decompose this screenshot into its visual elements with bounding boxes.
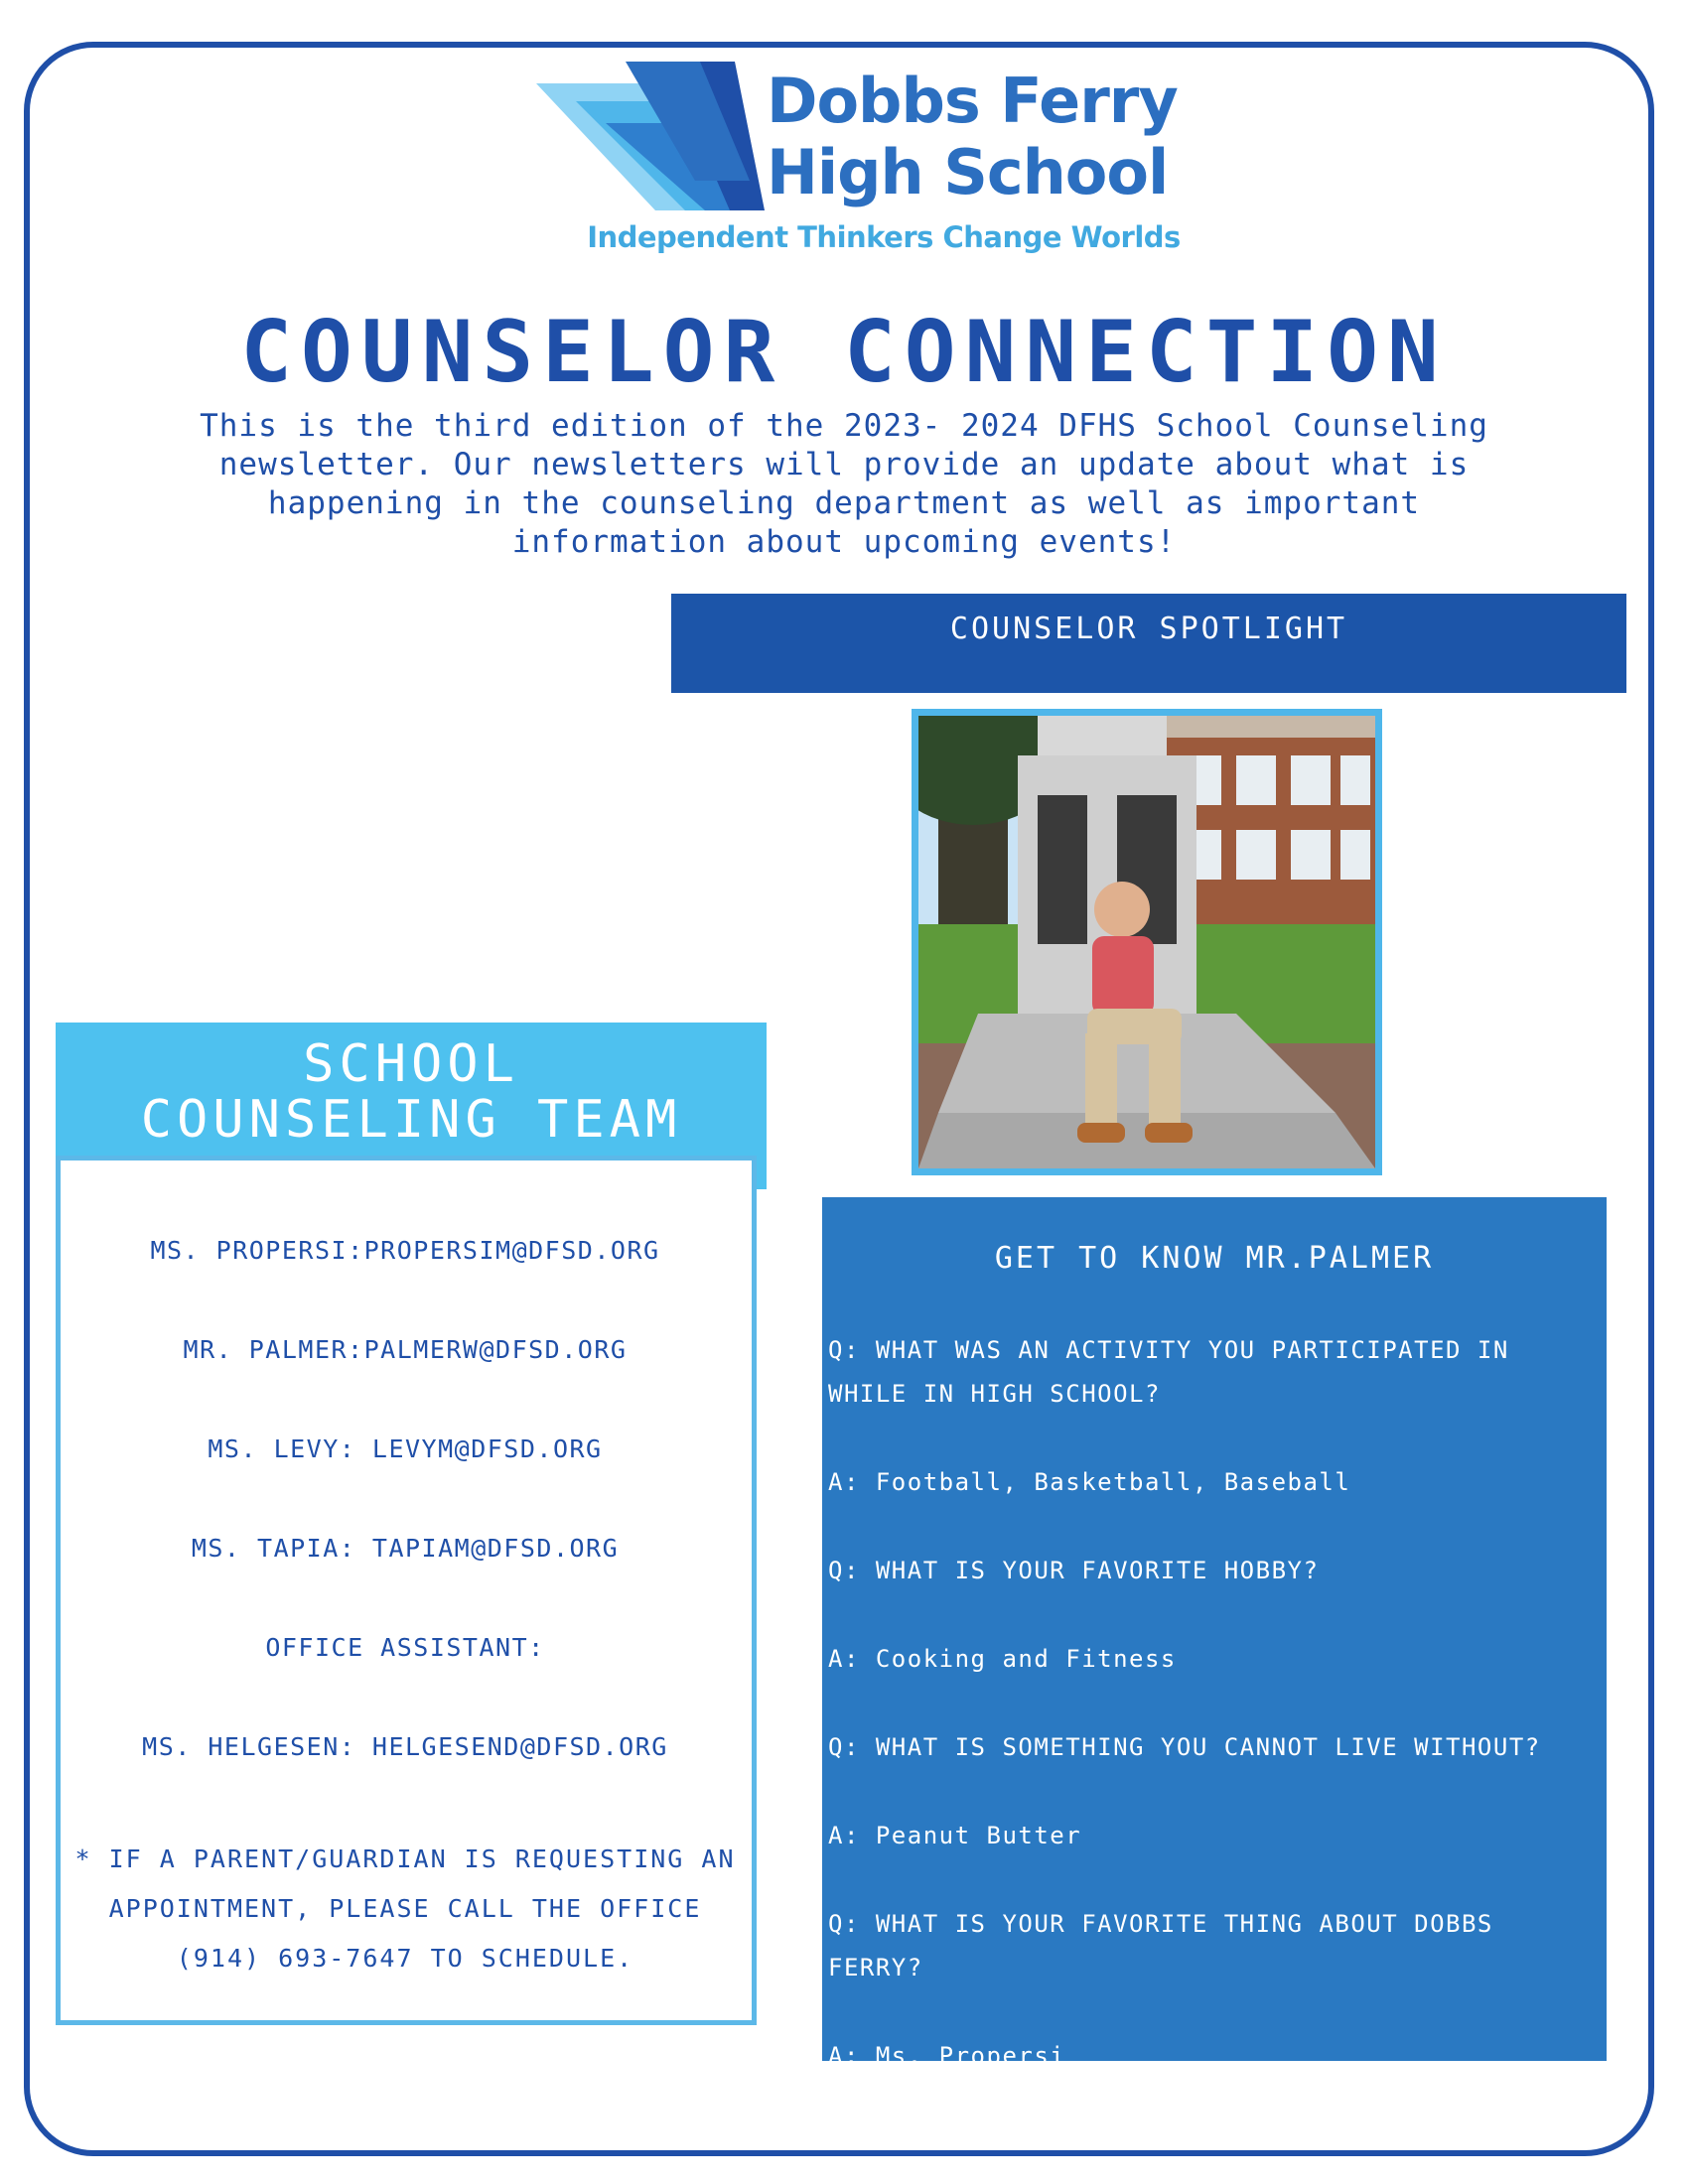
page-title: COUNSELOR CONNECTION xyxy=(240,303,1448,402)
appointment-note xyxy=(58,1835,753,1983)
qa-answer: A: Cooking and Fitness xyxy=(828,1645,1177,1673)
qa-answer: A: Ms. Propersi xyxy=(828,2042,1066,2070)
note-line: * IF A PARENT/GUARDIAN IS REQUESTING AN xyxy=(74,1844,736,1873)
intro-line: information about upcoming events! xyxy=(511,524,1177,560)
qa-list xyxy=(828,1328,1603,2122)
team-contact: MS. PROPERSI:PROPERSIM@DFSD.ORG xyxy=(150,1236,660,1265)
qa-question: Q: WHAT IS SOMETHING YOU CANNOT LIVE WITHOUT? xyxy=(828,1733,1541,1761)
team-contact: MS. HELGESEN: HELGESEND@DFSD.ORG xyxy=(142,1732,668,1761)
note-line: (914) 693-7647 TO SCHEDULE. xyxy=(176,1944,634,1973)
logo-tagline: Independent Thinkers Change Worlds xyxy=(587,220,1181,254)
team-contact: MS. LEVY: LEVYM@DFSD.ORG xyxy=(208,1434,603,1463)
spotlight-heading: COUNSELOR SPOTLIGHT xyxy=(671,594,1626,693)
swoosh-logo-icon xyxy=(536,62,765,210)
intro-line: newsletter. Our newsletters will provide an update about what is xyxy=(218,447,1470,482)
team-contact: MS. TAPIA: TAPIAM@DFSD.ORG xyxy=(191,1534,620,1563)
team-contact: MR. PALMER:PALMERW@DFSD.ORG xyxy=(183,1335,628,1364)
qa-answer: A: Football, Basketball, Baseball xyxy=(828,1468,1351,1496)
intro-line: This is the third edition of the 2023- 2024 DFHS School Counseling xyxy=(200,408,1488,444)
note-line: APPOINTMENT, PLEASE CALL THE OFFICE xyxy=(108,1894,702,1923)
qa-question: Q: WHAT IS YOUR FAVORITE THING ABOUT DOBBS FERRY? xyxy=(828,1910,1493,1981)
logo-line-1: Dobbs Ferry xyxy=(767,65,1178,137)
team-heading-line-1: SCHOOL xyxy=(303,1034,519,1094)
qa-question: Q: WHAT WAS AN ACTIVITY YOU PARTICIPATED IN WHILE IN HIGH SCHOOL? xyxy=(828,1336,1509,1408)
intro-line: happening in the counseling department as well as important xyxy=(267,485,1421,521)
intro-text xyxy=(199,407,1489,562)
counselor-photo xyxy=(912,709,1382,1175)
qa-answer: A: Peanut Butter xyxy=(828,1822,1082,1849)
get-to-know-panel xyxy=(822,1197,1607,2070)
logo-wordmark xyxy=(767,66,1184,208)
team-contact: OFFICE ASSISTANT: xyxy=(265,1633,545,1662)
team-contact-list xyxy=(58,1236,753,1832)
logo-line-2: High School xyxy=(767,136,1169,208)
qa-title: GET TO KNOW MR.PALMER xyxy=(994,1241,1435,1276)
team-heading-line-2: COUNSELING TEAM xyxy=(140,1090,682,1150)
qa-question: Q: WHAT IS YOUR FAVORITE HOBBY? xyxy=(828,1557,1320,1584)
